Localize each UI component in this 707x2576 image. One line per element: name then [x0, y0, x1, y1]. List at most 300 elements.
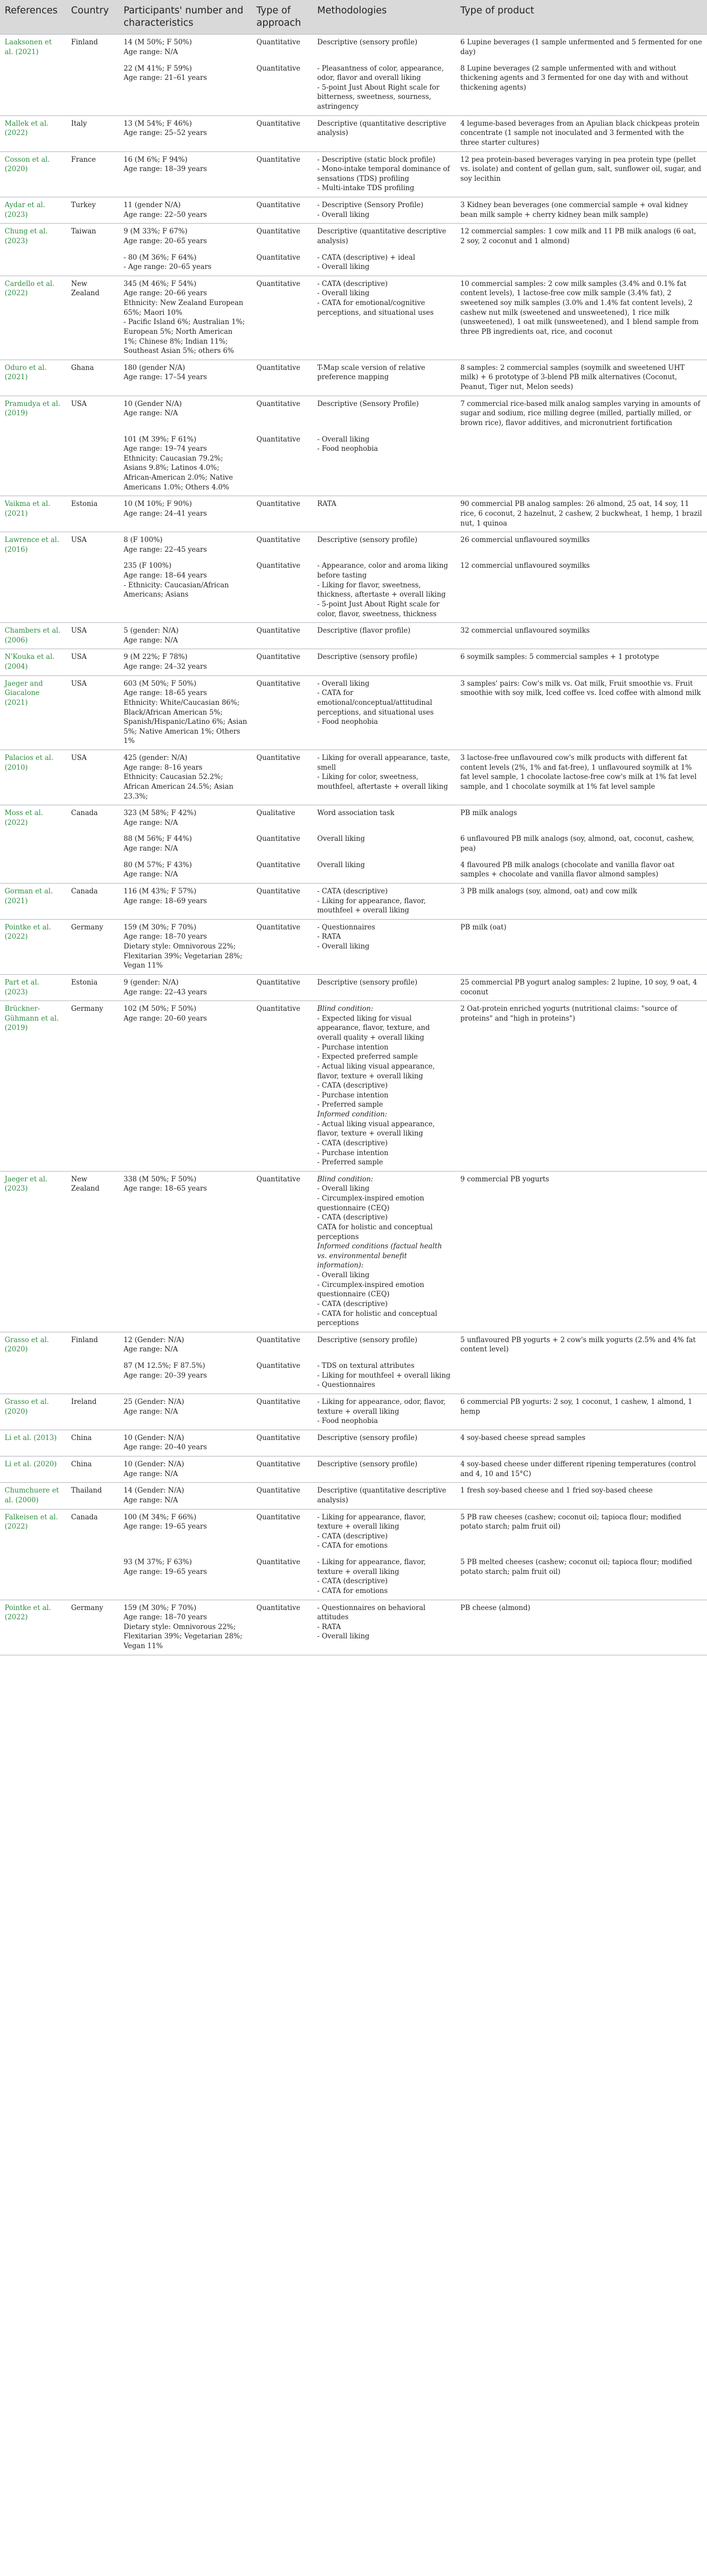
participants-cell — [119, 675, 252, 750]
methodologies-cell — [313, 1509, 456, 1554]
cell-line: 88 (M 56%; F 44%) — [124, 835, 192, 843]
cell-line: - Questionnaires — [317, 923, 375, 931]
cell-line: Age range: 22–50 years — [124, 210, 207, 219]
approach-cell: Quantitative — [252, 35, 313, 61]
reference-link[interactable]: Brückner-Gühmann et al. (2019) — [0, 1001, 66, 1172]
country-cell: Germany — [66, 1600, 119, 1655]
cell-line: 14 (Gender: N/A) — [124, 1486, 184, 1495]
approach-cell: Quantitative — [252, 396, 313, 431]
cell-line: - Actual liking visual appearance, flavor, texture + overall liking — [317, 1062, 435, 1080]
cell-line: 102 (M 50%; F 50%) — [124, 1005, 197, 1013]
methodologies-cell — [313, 831, 456, 857]
approach-cell: Quantitative — [252, 1430, 313, 1456]
reference-link[interactable]: Lawrence et al. (2016) — [0, 532, 66, 623]
country-cell: Canada — [66, 883, 119, 919]
reference-link[interactable]: Pramudya et al. (2019) — [0, 396, 66, 496]
cell-line: Age range: N/A — [124, 818, 178, 827]
cell-line: Age range: 18–70 years — [124, 933, 207, 941]
methodologies-cell — [313, 1554, 456, 1600]
reference-link[interactable]: Grasso et al. (2020) — [0, 1394, 66, 1430]
methodologies-cell — [313, 1456, 456, 1483]
cell-line: Age range: N/A — [124, 870, 178, 879]
table-row — [0, 224, 707, 250]
table-row — [0, 1001, 707, 1172]
approach-cell: Quantitative — [252, 1394, 313, 1430]
participants-cell — [119, 35, 252, 61]
product-cell: 8 samples: 2 commercial samples (soymilk and sweetened UHT milk) + 6 prototype of 3-blend PB milk alternatives (Coconut, Peanut, Tiger nut, Melon seeds) — [456, 360, 707, 396]
cell-line: - Liking for color, sweetness, mouthfeel, aftertaste + overall liking — [317, 773, 448, 791]
cell-line: - TDS on textural attributes — [317, 1362, 415, 1370]
cell-line: - CATA (descriptive) — [317, 279, 388, 288]
approach-cell: Quantitative — [252, 224, 313, 250]
country-cell: USA — [66, 649, 119, 675]
participants-cell — [119, 1600, 252, 1655]
country-cell: Taiwan — [66, 224, 119, 276]
product-cell: 6 Lupine beverages (1 sample unfermented and 5 fermented for one day) — [456, 35, 707, 61]
cell-line: Age range: 20–39 years — [124, 1371, 207, 1380]
cell-line: - CATA for emotional/conceptual/attitudinal perceptions, and situational uses — [317, 689, 434, 717]
participants-cell — [119, 224, 252, 250]
product-cell: 3 Kidney bean beverages (one commercial sample + oval kidney bean milk sample + cherry kidney bean milk sample) — [456, 197, 707, 224]
table-row — [0, 276, 707, 360]
table-row — [0, 1483, 707, 1509]
methodologies-cell — [313, 974, 456, 1001]
cell-line: 13 (M 54%; F 46%) — [124, 119, 192, 128]
table-row — [0, 360, 707, 396]
column-header-references: References — [0, 0, 66, 35]
cell-line: Age range: 20–40 years — [124, 1443, 207, 1452]
column-header-methodologies: Methodologies — [313, 0, 456, 35]
cell-line: Informed condition: — [317, 1110, 387, 1119]
methodologies-cell — [313, 35, 456, 61]
cell-line: - Liking for appearance, flavor, mouthfeel + overall liking — [317, 896, 426, 915]
cell-line: Age range: N/A — [124, 844, 178, 853]
cell-line: - 80 (M 36%; F 64%) — [124, 253, 197, 262]
table-row — [0, 1509, 707, 1554]
methodologies-cell — [313, 649, 456, 675]
cell-line: - CATA (descriptive) — [317, 887, 388, 895]
cell-line: - Preferred sample — [317, 1158, 383, 1167]
product-cell: 4 flavoured PB milk analogs (chocolate and vanilla flavor oat samples + chocolate and vanilla flavor almond samples) — [456, 857, 707, 884]
cell-line: - Purchase intention — [317, 1043, 389, 1052]
cell-line: Descriptive (sensory profile) — [317, 978, 418, 987]
cell-line: Age range: 21–61 years — [124, 74, 207, 82]
reference-link[interactable]: Palacios et al. (2010) — [0, 750, 66, 805]
methodologies-cell — [313, 360, 456, 396]
cell-line: Age range: 20–60 years — [124, 1014, 207, 1023]
cell-line: - Liking for mouthfeel + overall liking — [317, 1371, 451, 1380]
table-row — [0, 35, 707, 61]
cell-line: - Questionnaires — [317, 1381, 375, 1389]
participants-cell — [119, 1332, 252, 1358]
table-row — [0, 1430, 707, 1456]
cell-line: Age range: N/A — [124, 1469, 178, 1478]
cell-line: 93 (M 37%; F 63%) — [124, 1558, 192, 1567]
cell-line: 5 (gender: N/A) — [124, 626, 179, 635]
table-body — [0, 35, 707, 1655]
methodologies-cell — [313, 883, 456, 919]
cell-line: 87 (M 12.5%; F 87.5%) — [124, 1362, 205, 1370]
cell-line: - CATA for emotions — [317, 1586, 388, 1595]
reference-link[interactable]: Pointke et al. (2022) — [0, 1600, 66, 1655]
methodologies-cell — [313, 857, 456, 884]
country-cell: Italy — [66, 115, 119, 151]
cell-line: - Actual liking visual appearance, flavor, texture + overall liking — [317, 1120, 435, 1138]
cell-line: T-Map scale version of relative preference mapping — [317, 363, 425, 382]
cell-line: - Questionnaires on behavioral attitudes — [317, 1603, 426, 1622]
methodologies-cell — [313, 396, 456, 431]
country-cell: Estonia — [66, 974, 119, 1001]
cell-line: - Purchase intention — [317, 1091, 389, 1099]
reference-link[interactable]: Vaikma et al. (2021) — [0, 496, 66, 532]
approach-cell: Quantitative — [252, 919, 313, 974]
reference-link[interactable]: Chumchuere et al. (2000) — [0, 1483, 66, 1509]
approach-cell: Quantitative — [252, 1483, 313, 1509]
cell-line: 14 (M 50%; F 50%) — [124, 38, 192, 47]
country-cell: Ghana — [66, 360, 119, 396]
country-cell: USA — [66, 532, 119, 623]
reference-link[interactable]: Aydar et al. (2023) — [0, 197, 66, 224]
cell-line: - Pleasantness of color, appearance, odor, flavor and overall liking — [317, 64, 444, 82]
cell-line: - Appearance, color and aroma liking before tasting — [317, 562, 449, 580]
cell-line: 159 (M 30%; F 70%) — [124, 1603, 197, 1612]
approach-cell: Quantitative — [252, 1171, 313, 1332]
country-cell: Ireland — [66, 1394, 119, 1430]
country-cell: Turkey — [66, 197, 119, 224]
country-cell: USA — [66, 675, 119, 750]
cell-line: Age range: 18–39 years — [124, 165, 207, 174]
cell-line: - Overall liking — [317, 435, 370, 444]
reference-link[interactable]: Laaksonen et al. (2021) — [0, 35, 66, 115]
country-cell: Thailand — [66, 1483, 119, 1509]
reference-link[interactable]: Pointke et al. (2022) — [0, 919, 66, 974]
reference-link[interactable]: Jaeger and Giacalone (2021) — [0, 675, 66, 750]
cell-line: Ethnicity: New Zealand European 65%; Maori 10% — [124, 299, 244, 317]
cell-line: - Liking for appearance, flavor, texture + overall liking — [317, 1558, 426, 1576]
table-row — [0, 1332, 707, 1358]
cell-line: 345 (M 46%; F 54%) — [124, 279, 197, 288]
cell-line: - Age range: 20–65 years — [124, 263, 212, 272]
approach-cell: Quantitative — [252, 115, 313, 151]
participants-cell — [119, 974, 252, 1001]
reference-link[interactable]: Falkeisen et al. (2022) — [0, 1509, 66, 1600]
methodologies-cell — [313, 61, 456, 116]
product-cell: 12 commercial samples: 1 cow milk and 11 PB milk analogs (6 oat, 2 soy, 2 coconut and 1 almond) — [456, 224, 707, 250]
methodologies-cell — [313, 224, 456, 250]
methodologies-cell — [313, 675, 456, 750]
cell-line: - Liking for overall appearance, taste, smell — [317, 754, 451, 772]
product-cell: 12 pea protein-based beverages varying in pea protein type (pellet vs. isolate) and content of gellan gum, salt, sunflower oil, sugar, and soy lecithin — [456, 151, 707, 197]
cell-line: Age range: 24–41 years — [124, 509, 207, 518]
country-cell: Germany — [66, 919, 119, 974]
country-cell: France — [66, 151, 119, 197]
methodologies-cell — [313, 1001, 456, 1172]
product-cell: 7 commercial rice-based milk analog samples varying in amounts of sugar and sodium, rice milling degree (milled, partially milled, or brown rice), flavor additives, and micronutrient fortification — [456, 396, 707, 431]
product-cell: 8 Lupine beverages (2 sample unfermented with and without thickening agents and 3 fermented for one day with and without thickening agents) — [456, 61, 707, 116]
table-row — [0, 883, 707, 919]
cell-line: 10 (Gender: N/A) — [124, 1433, 184, 1442]
participants-cell — [119, 1430, 252, 1456]
product-cell: 3 samples' pairs: Cow's milk vs. Oat milk, Fruit smoothie vs. Fruit smoothie with soy milk, Iced coffee vs. Iced coffee with almond milk — [456, 675, 707, 750]
reference-link[interactable]: Li et al. (2013) — [0, 1430, 66, 1456]
cell-line: 159 (M 30%; F 70%) — [124, 923, 197, 931]
country-cell: Finland — [66, 35, 119, 115]
cell-line: Age range: 18–65 years — [124, 689, 207, 698]
cell-line: - Overall liking — [317, 679, 370, 688]
cell-line: - Food neophobia — [317, 445, 378, 453]
cell-line: Age range: 19–65 years — [124, 1522, 207, 1531]
cell-line: 9 (M 33%; F 67%) — [124, 227, 188, 236]
approach-cell: Quantitative — [252, 1456, 313, 1483]
cell-line: Blind condition: — [317, 1175, 373, 1183]
participants-cell — [119, 805, 252, 832]
table-row — [0, 197, 707, 224]
cell-line: Age range: 20–66 years — [124, 289, 207, 298]
cell-line: - Mono-intake temporal dominance of sensations (TDS) profiling — [317, 165, 450, 183]
product-cell: 6 unflavoured PB milk analogs (soy, almond, oat, coconut, cashew, pea) — [460, 835, 694, 853]
country-cell: Finland — [66, 1332, 119, 1394]
approach-cell: Quantitative — [252, 649, 313, 675]
country-cell: Canada — [66, 805, 119, 884]
cell-line: - Descriptive (static block profile) — [317, 155, 436, 164]
product-cell — [456, 250, 707, 276]
cell-line: - Circumplex-inspired emotion questionnaire (CEQ) — [317, 1280, 424, 1299]
column-header-approach: Type of approach — [252, 0, 313, 35]
approach-cell: Quantitative — [252, 1600, 313, 1655]
product-cell — [456, 1358, 707, 1394]
cell-line: - RATA — [317, 1622, 341, 1631]
cell-line: Age range: 22–45 years — [124, 545, 207, 554]
table-header-row — [0, 0, 707, 35]
product-cell: 3 PB milk analogs (soy, almond, oat) and cow milk — [456, 883, 707, 919]
reference-link[interactable]: Cardello et al. (2022) — [0, 276, 66, 360]
participants-cell — [119, 432, 252, 496]
cell-line: - RATA — [317, 933, 341, 941]
cell-line: Age range: 17–54 years — [124, 373, 207, 382]
cell-line: - CATA for emotional/cognitive perceptions, and situational uses — [317, 299, 434, 317]
participants-cell — [119, 649, 252, 675]
cell-line: - Liking for appearance, odor, flavor, texture + overall liking — [317, 1397, 446, 1416]
cell-line: Age range: 8–16 years — [124, 763, 203, 772]
product-cell: 4 soy-based cheese under different ripening temperatures (control and 4, 10 and 15°C) — [456, 1456, 707, 1483]
participants-cell — [119, 1001, 252, 1172]
methodologies-cell — [313, 623, 456, 649]
reference-link[interactable]: Chambers et al. (2006) — [0, 623, 66, 649]
participants-cell — [119, 558, 252, 622]
cell-line: 11 (gender N/A) — [124, 201, 181, 210]
cell-line: - CATA (descriptive) — [317, 1139, 388, 1147]
methodologies-cell — [313, 532, 456, 558]
approach-cell: Quantitative — [252, 61, 313, 116]
cell-line: Descriptive (sensory profile) — [317, 1433, 418, 1442]
column-header-product: Type of product — [456, 0, 707, 35]
cell-line: 100 (M 34%; F 66%) — [124, 1513, 197, 1521]
cell-line: - Multi-intake TDS profiling — [317, 184, 415, 193]
reference-link[interactable]: Part et al. (2023) — [0, 974, 66, 1001]
reference-link[interactable]: Grasso et al. (2020) — [0, 1332, 66, 1394]
cell-line: Dietary style: Omnivorous 22%; Flexitarian 39%; Vegetarian 28%; Vegan 11% — [124, 942, 243, 970]
cell-line: Age range: N/A — [124, 1345, 178, 1354]
cell-line: Age range: N/A — [124, 636, 178, 645]
reference-link[interactable]: Gorman et al. (2021) — [0, 883, 66, 919]
methodologies-cell — [313, 1358, 456, 1394]
cell-line: Age range: 18–65 years — [124, 1184, 207, 1193]
cell-line: Descriptive (sensory profile) — [317, 1460, 418, 1469]
participants-cell — [119, 532, 252, 558]
product-cell: PB milk analogs — [456, 805, 707, 832]
participants-cell — [119, 831, 252, 857]
cell-line: 10 (Gender N/A) — [124, 399, 182, 408]
cell-line: - Overall liking — [317, 1632, 370, 1641]
participants-cell — [119, 1456, 252, 1483]
cell-line: Dietary style: Omnivorous 22%; Flexitarian 39%; Vegetarian 28%; Vegan 11% — [124, 1622, 243, 1651]
approach-cell: Quantitative — [252, 974, 313, 1001]
cell-line: 235 (F 100%) — [124, 562, 171, 570]
cell-line: RATA — [317, 500, 337, 509]
cell-line: Ethnicity: Caucasian 52.2%; African American 24.5%; Asian 23.3%; — [124, 773, 234, 801]
country-cell: China — [66, 1456, 119, 1483]
methodologies-cell — [313, 115, 456, 151]
country-cell: New Zealand — [66, 276, 119, 360]
cell-line: Age range: 18–69 years — [124, 896, 207, 905]
cell-line: Age range: 20–65 years — [124, 236, 207, 245]
methodologies-cell — [313, 1394, 456, 1430]
reference-link[interactable]: Chung et al. (2023) — [0, 224, 66, 276]
country-cell: New Zealand — [66, 1171, 119, 1332]
table-row — [0, 649, 707, 675]
cell-line: Age range: 22–43 years — [124, 988, 207, 996]
cell-line: - CATA (descriptive) — [317, 1081, 388, 1090]
cell-line: - CATA (descriptive) — [317, 1299, 388, 1308]
table-row — [0, 1394, 707, 1430]
cell-line: 9 (gender: N/A) — [124, 978, 179, 987]
cell-line: - Liking for appearance, flavor, texture + overall liking — [317, 1513, 426, 1531]
cell-line: - Overall liking — [317, 210, 370, 219]
reference-link[interactable]: N'Kouka et al. (2004) — [0, 649, 66, 675]
approach-cell: Quantitative — [252, 496, 313, 532]
product-cell: 3 lactose-free unflavoured cow's milk products with different fat content levels (2%, 1% and fat-free), 1 unflavoured soymilk at 1% fat level sample, 1 chocolate lactose-free cow's milk at 1% fat level sample, and 1 chocolate soymilk at 1% fat level sample — [456, 750, 707, 805]
table-row — [0, 1171, 707, 1332]
product-cell: 5 PB melted cheeses (cashew; coconut oil; tapioca flour; modified potato starch; palm fruit oil) — [456, 1554, 707, 1600]
participants-cell — [119, 750, 252, 805]
cell-line: 10 (M 10%; F 90%) — [124, 500, 192, 509]
table-row — [0, 919, 707, 974]
cell-line: 101 (M 39%; F 61%) — [124, 435, 197, 444]
cell-line: 338 (M 50%; F 50%) — [124, 1175, 197, 1183]
country-cell: Canada — [66, 1509, 119, 1600]
cell-line: 10 (Gender: N/A) — [124, 1460, 184, 1469]
participants-cell — [119, 1358, 252, 1394]
approach-cell: Quantitative — [252, 197, 313, 224]
reference-link[interactable]: Jaeger et al. (2023) — [0, 1171, 66, 1332]
table-row — [0, 675, 707, 750]
approach-cell: Quantitative — [252, 1332, 313, 1358]
participants-cell — [119, 396, 252, 431]
cell-line: Descriptive (quantitative descriptive analysis) — [317, 119, 446, 138]
product-cell: 90 commercial PB analog samples: 26 almond, 25 oat, 14 soy, 11 rice, 6 coconut, 2 hazelnut, 2 cashew, 2 buckwheat, 1 hemp, 1 brazil nut, 1 quinoa — [456, 496, 707, 532]
cell-line: - CATA (descriptive) + ideal — [317, 253, 416, 262]
cell-line: Age range: 18–70 years — [124, 1613, 207, 1622]
reference-link[interactable]: Moss et al. (2022) — [0, 805, 66, 884]
reference-link[interactable]: Cosson et al. (2020) — [0, 151, 66, 197]
participants-cell — [119, 857, 252, 884]
cell-line: Descriptive (quantitative descriptive analysis) — [317, 1486, 446, 1504]
product-cell: 2 Oat-protein enriched yogurts (nutritional claims: "source of proteins" and "high in proteins") — [456, 1001, 707, 1172]
product-cell: 1 fresh soy-based cheese and 1 fried soy-based cheese — [456, 1483, 707, 1509]
methodologies-cell — [313, 1332, 456, 1358]
methodologies-cell — [313, 558, 456, 622]
participants-cell — [119, 1394, 252, 1430]
approach-cell: Quantitative — [252, 1001, 313, 1172]
cell-line: - CATA (descriptive) — [317, 1213, 388, 1222]
cell-line: Age range: 19–74 years — [124, 445, 207, 453]
cell-line: CATA for holistic and conceptual perceptions — [317, 1223, 433, 1241]
cell-line: Descriptive (Sensory Profile) — [317, 399, 419, 408]
table-row — [0, 532, 707, 558]
participants-cell — [119, 1554, 252, 1600]
approach-cell: Quantitative — [256, 835, 301, 843]
table-row — [0, 750, 707, 805]
reference-link[interactable]: Mallek et al. (2022) — [0, 115, 66, 151]
approach-cell: Quantitative — [252, 750, 313, 805]
product-cell: 4 soy-based cheese spread samples — [456, 1430, 707, 1456]
participants-cell — [119, 276, 252, 360]
cell-line: - Ethnicity: Caucasian/African Americans; Asians — [124, 581, 229, 599]
product-cell: 4 legume-based beverages from an Apulian black chickpeas protein concentrate (1 sample not inoculated and 3 fermented with the three starter cultures) — [456, 115, 707, 151]
cell-line: - Circumplex-inspired emotion questionnaire (CEQ) — [317, 1194, 424, 1212]
product-cell — [456, 432, 707, 496]
table-row — [0, 805, 707, 832]
column-header-country: Country — [66, 0, 119, 35]
methodologies-cell — [313, 1600, 456, 1655]
cell-line: 603 (M 50%; F 50%) — [124, 679, 197, 688]
cell-line: Overall liking — [317, 860, 365, 869]
approach-cell: Quantitative — [252, 1554, 313, 1600]
reference-link[interactable]: Oduro et al. (2021) — [0, 360, 66, 396]
cell-line: Descriptive (flavor profile) — [317, 626, 410, 635]
methodologies-cell — [313, 276, 456, 360]
reference-link[interactable]: Li et al. (2020) — [0, 1456, 66, 1483]
approach-cell: Quantitative — [252, 558, 313, 622]
approach-cell: Quantitative — [252, 883, 313, 919]
participants-cell — [119, 919, 252, 974]
product-cell: 12 commercial unflavoured soymilks — [456, 558, 707, 622]
participants-cell — [119, 883, 252, 919]
cell-line: 25 (Gender: N/A) — [124, 1397, 184, 1406]
methodologies-cell — [313, 250, 456, 276]
country-cell: USA — [66, 396, 119, 496]
participants-cell — [119, 496, 252, 532]
cell-line: - Liking for flavor, sweetness, thickness, aftertaste + overall liking — [317, 581, 446, 599]
cell-line: - CATA for emotions — [317, 1541, 388, 1550]
cell-line: 16 (M 6%; F 94%) — [124, 155, 188, 164]
cell-line: 116 (M 43%; F 57%) — [124, 887, 197, 895]
product-cell: 26 commercial unflavoured soymilks — [456, 532, 707, 558]
participants-cell — [119, 151, 252, 197]
cell-line: 180 (gender N/A) — [124, 363, 185, 372]
cell-line: - Expected preferred sample — [317, 1053, 418, 1061]
product-cell: 5 PB raw cheeses (cashew; coconut oil; tapioca flour; modified potato starch; palm fruit oil) — [456, 1509, 707, 1554]
product-cell: 9 commercial PB yogurts — [456, 1171, 707, 1332]
cell-line: - Overall liking — [317, 1184, 370, 1193]
methodologies-cell — [313, 197, 456, 224]
table-row — [0, 151, 707, 197]
cell-line: Descriptive (sensory profile) — [317, 536, 418, 545]
approach-cell: Quantitative — [252, 250, 313, 276]
cell-line: Descriptive (sensory profile) — [317, 653, 418, 662]
methodologies-cell — [313, 1171, 456, 1332]
table-row — [0, 396, 707, 431]
